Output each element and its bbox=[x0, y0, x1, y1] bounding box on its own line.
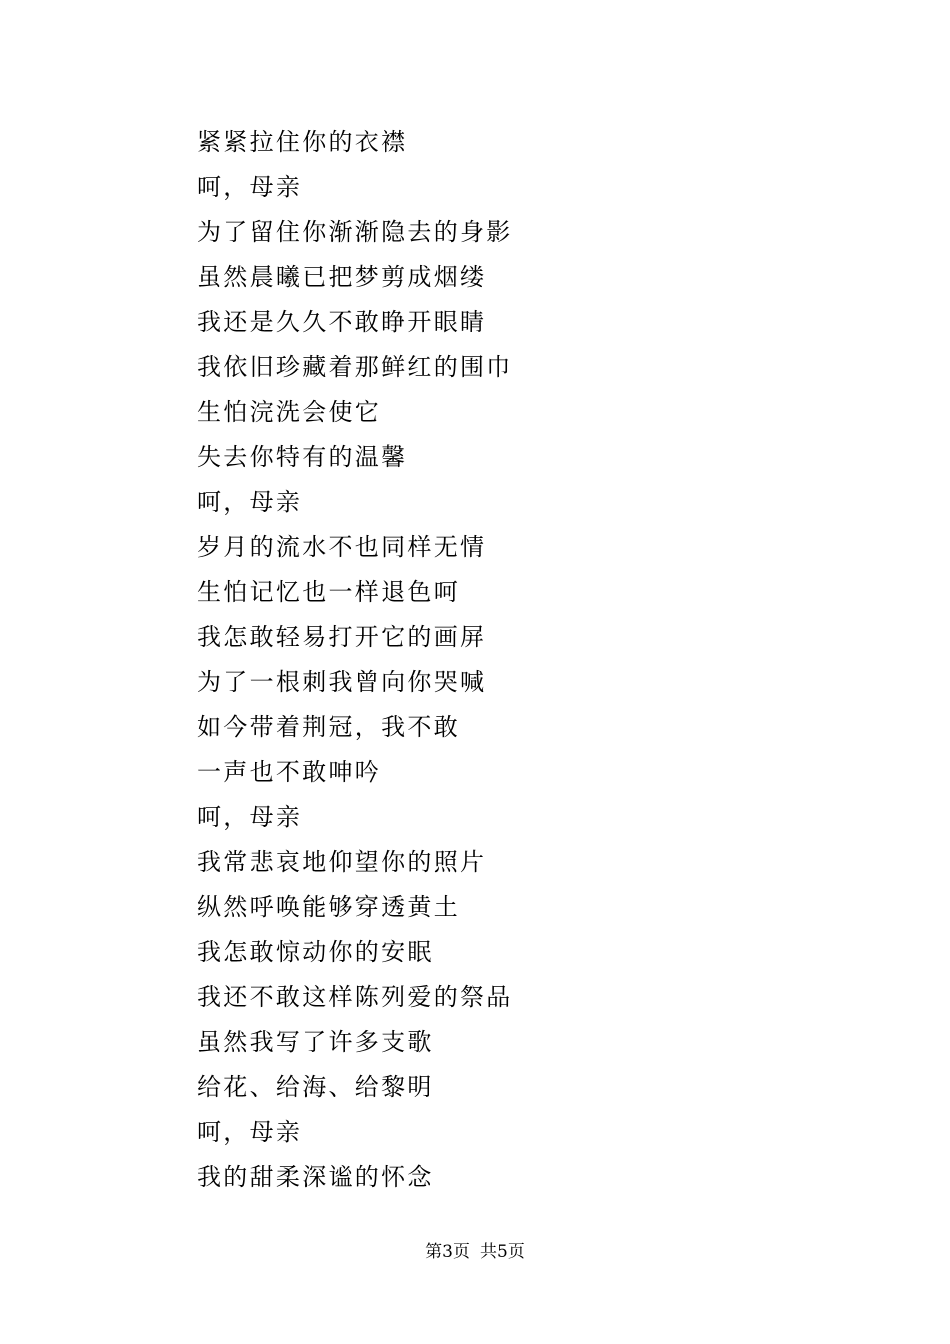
poem-line: 我常悲哀地仰望你的照片 bbox=[197, 848, 487, 876]
page-number-current: 第3页 bbox=[425, 1242, 470, 1262]
page-number-total: 共5页 bbox=[480, 1242, 525, 1262]
poem-line: 我怎敢惊动你的安眠 bbox=[197, 938, 434, 966]
page-footer bbox=[0, 1240, 950, 1264]
poem-line: 如今带着荆冠，我不敢 bbox=[197, 713, 460, 741]
poem-line: 我依旧珍藏着那鲜红的围巾 bbox=[197, 353, 513, 381]
poem-line: 呵，母亲 bbox=[197, 803, 303, 831]
poem-line: 给花、给海、给黎明 bbox=[197, 1073, 434, 1101]
poem-line: 我怎敢轻易打开它的画屏 bbox=[197, 623, 487, 651]
poem-line: 为了留住你渐渐隐去的身影 bbox=[197, 218, 513, 246]
poem-text bbox=[197, 122, 513, 1202]
poem-line: 呵，母亲 bbox=[197, 173, 303, 201]
poem-line: 失去你特有的温馨 bbox=[197, 443, 408, 471]
poem-line: 虽然我写了许多支歌 bbox=[197, 1028, 434, 1056]
poem-line: 为了一根刺我曾向你哭喊 bbox=[197, 668, 487, 696]
poem-line: 岁月的流水不也同样无情 bbox=[197, 533, 487, 561]
poem-line: 虽然晨曦已把梦剪成烟缕 bbox=[197, 263, 487, 291]
poem-line: 呵，母亲 bbox=[197, 488, 303, 516]
poem-line: 紧紧拉住你的衣襟 bbox=[197, 128, 408, 156]
poem-line: 我的甜柔深谧的怀念 bbox=[197, 1163, 434, 1191]
poem-line: 生怕浣洗会使它 bbox=[197, 398, 382, 426]
poem-line: 一声也不敢呻吟 bbox=[197, 758, 382, 786]
poem-line: 呵，母亲 bbox=[197, 1118, 303, 1146]
poem-line: 我还不敢这样陈列爱的祭品 bbox=[197, 983, 513, 1011]
poem-line: 纵然呼唤能够穿透黄土 bbox=[197, 893, 460, 921]
poem-line: 生怕记忆也一样退色呵 bbox=[197, 578, 460, 606]
poem-line: 我还是久久不敢睁开眼睛 bbox=[197, 308, 487, 336]
